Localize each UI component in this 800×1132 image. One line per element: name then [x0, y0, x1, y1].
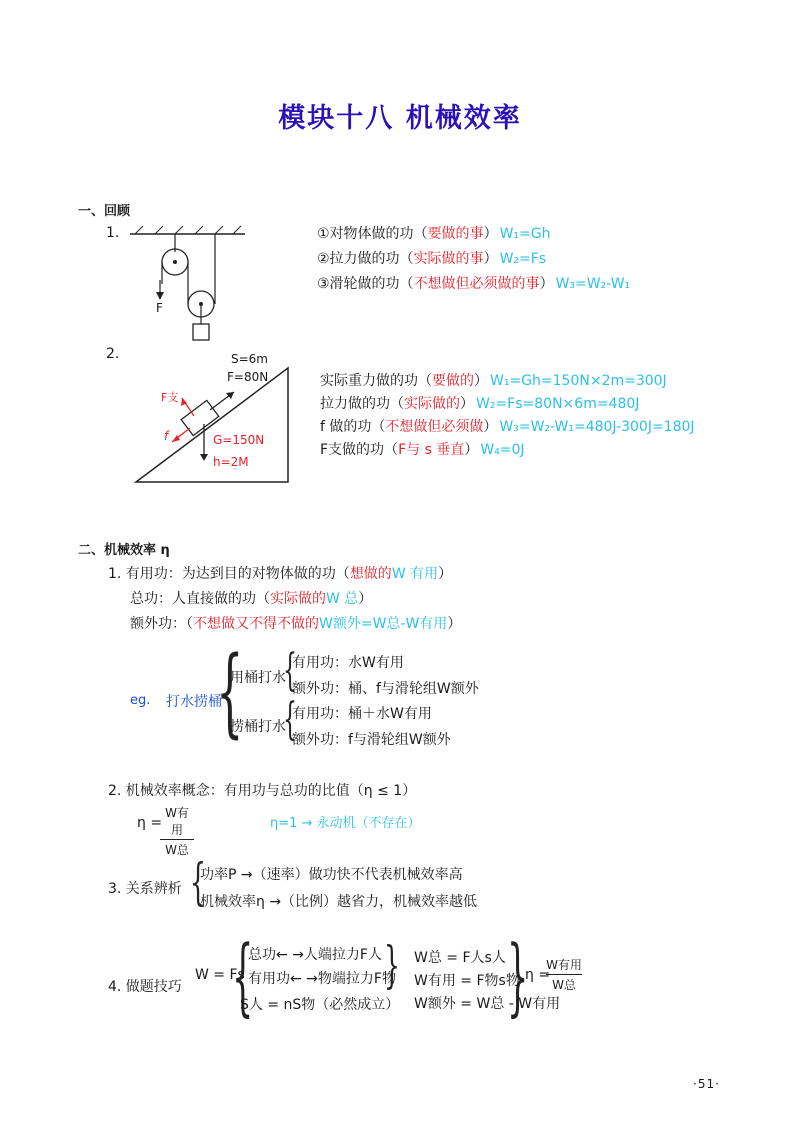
- review-line-post: ）: [460, 396, 474, 412]
- incline-distance: S=6m: [231, 352, 268, 366]
- review-line-red: F与 s 垂直: [398, 442, 465, 458]
- item-3-brace: {: [190, 853, 206, 911]
- review-line: [320, 439, 525, 459]
- perpetual-motion-note: η=1 → 永动机（不存在）: [270, 816, 421, 831]
- work-formula: W = Fs: [195, 967, 245, 983]
- useful-work-formula: W有用 = F物s物: [414, 973, 520, 989]
- review-line: [317, 223, 550, 243]
- review-line-formula: W₁=Gh: [499, 226, 551, 242]
- review-line-formula: W₃=W₂-W₁=480J-300J=180J: [499, 419, 695, 435]
- efficiency-fraction: W有用 W总: [160, 804, 194, 858]
- item-2-number: 2.: [106, 346, 120, 362]
- item-1-line-useful: 1. 有用功：为达到目的对物体做的功（想做的W 有用）: [108, 566, 453, 582]
- eg-b-useful: 有用功：桶＋水W有用: [292, 706, 432, 722]
- item-3-label: 3. 关系辨析: [108, 881, 182, 897]
- eg-b-extra: 额外功：f与滑轮组W额外: [292, 732, 451, 748]
- review-line-pre: F支做的功（: [320, 442, 399, 458]
- review-line-pre: 拉力做的功（: [320, 396, 404, 412]
- page-number: ·51·: [693, 1077, 720, 1091]
- eg-label: eg.: [130, 693, 151, 708]
- review-line-red: 不想做但必须做的事: [413, 276, 540, 292]
- review-line-pre: 实际重力做的功（: [320, 373, 432, 389]
- page-title: 模块十八 机械效率: [278, 103, 522, 134]
- eg-root: 打水捞桶: [166, 694, 222, 710]
- eg-brace-b: {: [283, 694, 297, 745]
- eg-brace-main: {: [216, 636, 244, 748]
- review-line-post: ）: [539, 276, 554, 292]
- eg-branch-b: 捞桶打水: [230, 719, 286, 735]
- review-line-post: ）: [483, 226, 498, 242]
- section-1-heading: 一、回顾: [78, 204, 131, 219]
- total-work-formula: W总 = F人s人: [414, 950, 506, 966]
- incline-diagram: [130, 360, 300, 490]
- incline-friction: f: [164, 429, 169, 443]
- review-line: [317, 248, 546, 268]
- pulley-force-label: F: [156, 301, 163, 315]
- item-4-fraction: W有用 W总: [546, 958, 582, 992]
- item-4-brace-right: }: [507, 927, 529, 1025]
- incline-normal-force: F支: [161, 391, 179, 404]
- review-line: [317, 273, 630, 293]
- review-line-post: ）: [483, 251, 498, 267]
- item-3-efficiency: 机械效率η →（比例）越省力，机械效率越低: [200, 894, 478, 910]
- eg-branch-a: 用桶打水: [230, 670, 286, 686]
- force-arrow: [156, 292, 164, 300]
- eg-a-extra: 额外功：桶、f与滑轮组W额外: [292, 681, 479, 697]
- review-line-pre: f 做的功（: [320, 419, 386, 435]
- extra-work-formula: W额外 = W总 - W有用: [414, 996, 561, 1012]
- review-line-formula: W₂=Fs: [499, 251, 547, 267]
- review-line: [320, 370, 667, 390]
- review-line-formula: W₁=Gh=150N×2m=300J: [490, 373, 667, 389]
- item-3-power: 功率P →（速率）做功快不代表机械效率高: [200, 867, 463, 883]
- incline-gravity: G=150N: [213, 433, 265, 447]
- review-line: [320, 416, 695, 436]
- review-line-post: ）: [464, 442, 479, 458]
- review-line-formula: W₂=Fs=80N×6m=480J: [476, 396, 640, 412]
- review-line-pre: ②拉力做的功（: [317, 251, 414, 267]
- item-4-brace-mid: }: [384, 936, 400, 994]
- item-4-brace: {: [232, 927, 254, 1025]
- ceiling-hatch: [135, 226, 241, 234]
- review-line-formula: W₃=W₂-W₁: [555, 276, 631, 292]
- eta-symbol: η =: [137, 815, 163, 831]
- eg-a-useful: 有用功：水W有用: [292, 655, 404, 671]
- item-1-line-extra: 额外功：（不想做又不得不做的W额外=W总-W有用）: [130, 616, 462, 632]
- review-line-red: 实际做的事: [413, 251, 484, 267]
- distance-relation: S人 = nS物（必然成立）: [240, 997, 400, 1013]
- item-1-number: 1.: [106, 225, 120, 241]
- item-2-line: 2. 机械效率概念：有用功与总功的比值（η ≤ 1）: [108, 783, 417, 799]
- incline-height: h=2M: [213, 455, 249, 469]
- review-line-post: ）: [474, 373, 488, 389]
- review-line-red: 实际做的: [404, 396, 460, 412]
- item-4-eta: η =: [525, 967, 551, 983]
- load-box: [193, 324, 209, 340]
- review-line-pre: ③滑轮做的功（: [317, 276, 414, 292]
- review-line: [320, 393, 639, 413]
- item-4-label: 4. 做题技巧: [108, 979, 182, 995]
- useful-work-line: 有用功← →物端拉力F物: [248, 971, 396, 987]
- section-2-heading: 二、机械效率 η: [78, 543, 170, 558]
- review-line-red: 要做的: [432, 373, 474, 389]
- review-line-pre: ①对物体做的功（: [317, 226, 428, 242]
- review-line-formula: W₄=0J: [480, 442, 525, 458]
- review-line-post: ）: [483, 419, 498, 435]
- review-line-red: 要做的事: [427, 226, 484, 242]
- eg-brace-a: {: [283, 645, 297, 696]
- incline-ramp: [136, 368, 288, 482]
- pulley-diagram: [125, 222, 255, 352]
- review-line-red: 不想做但必须做: [385, 419, 484, 435]
- item-1-line-total: 总功：人直接做的功（实际做的W 总）: [130, 591, 373, 607]
- total-work-line: 总功← →人端拉力F人: [248, 947, 382, 963]
- incline-pull-force: F=80N: [227, 370, 269, 384]
